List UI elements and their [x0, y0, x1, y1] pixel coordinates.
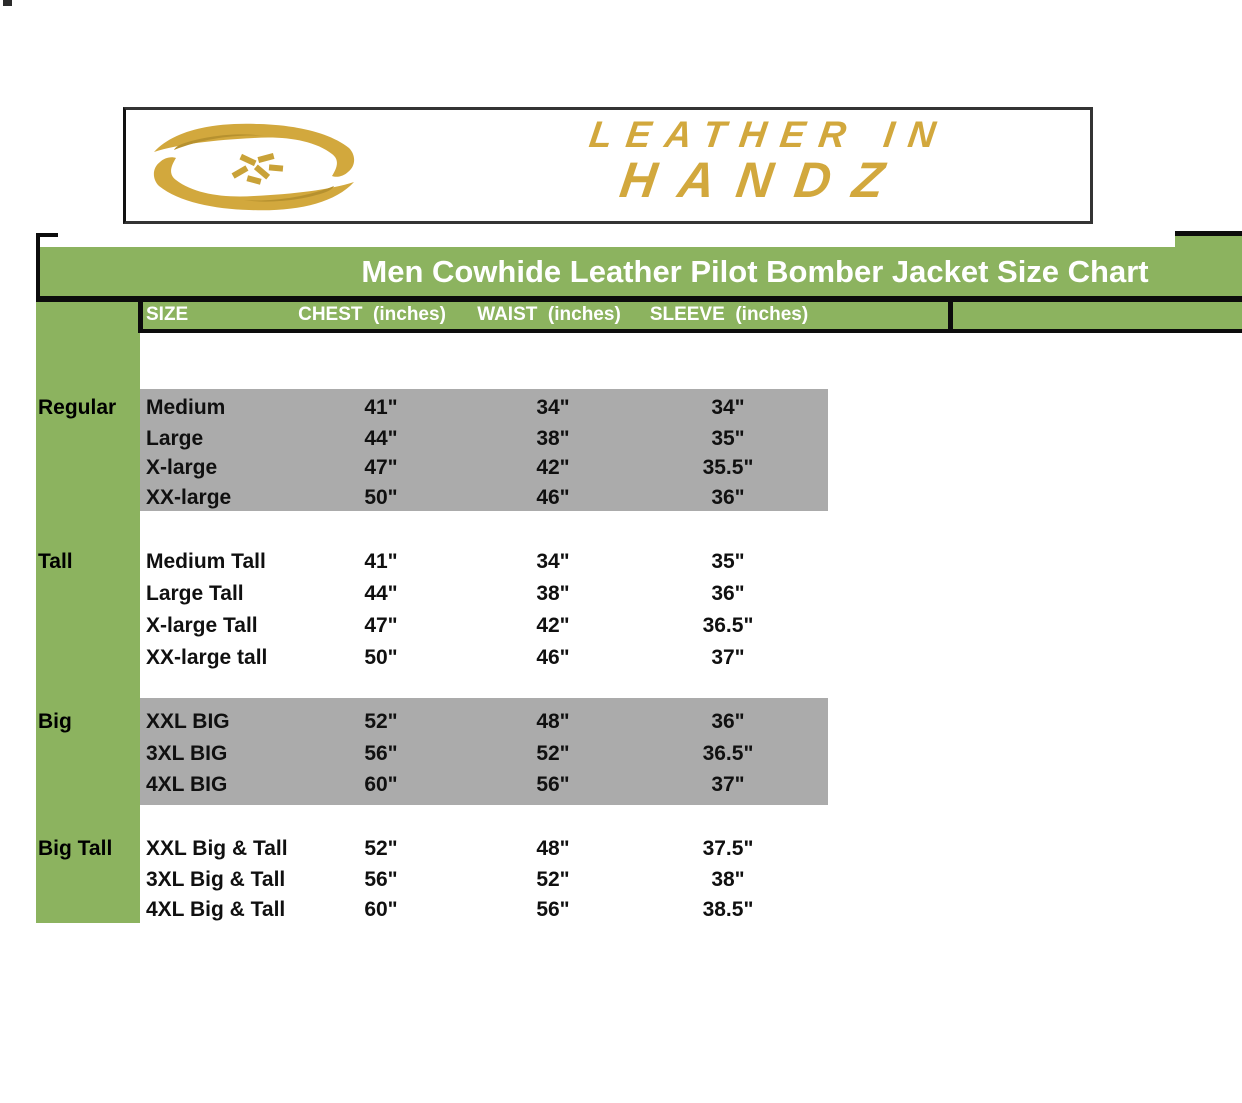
cell-sleeve: 38"	[711, 868, 745, 891]
chart-title: Men Cowhide Leather Pilot Bomber Jacket Size Chart	[361, 254, 1149, 289]
page-corner-mark	[3, 0, 12, 6]
table-row	[0, 578, 1242, 609]
cell-chest: 47"	[364, 614, 398, 637]
fit-group-label: Big	[38, 710, 72, 733]
brand-wordmark	[449, 112, 1082, 206]
cell-chest: 50"	[364, 646, 398, 669]
table-row	[0, 864, 1242, 895]
cell-chest: 60"	[364, 898, 398, 921]
cell-chest: 52"	[364, 710, 398, 733]
brand-logo-box	[123, 107, 1093, 224]
hands-logo-icon	[144, 114, 374, 218]
cell-waist: 56"	[536, 898, 570, 921]
cell-waist: 52"	[536, 742, 570, 765]
table-row	[0, 738, 1242, 769]
column-header-sleeve: SLEEVE (inches)	[649, 304, 809, 325]
cell-size: 4XL Big & Tall	[146, 898, 286, 921]
cell-size: Medium	[146, 396, 226, 419]
fit-group-label: Big Tall	[38, 837, 113, 860]
cell-size: X-large Tall	[146, 614, 258, 637]
cell-waist: 38"	[536, 582, 570, 605]
cell-size: XX-large	[146, 486, 232, 509]
cell-chest: 56"	[364, 742, 398, 765]
header-box-left-rule	[138, 296, 143, 333]
cell-sleeve: 35"	[711, 550, 745, 573]
cell-waist: 48"	[536, 837, 570, 860]
table-row	[0, 482, 1242, 513]
cell-sleeve: 35.5"	[702, 456, 754, 479]
table-row	[0, 423, 1242, 454]
table-row	[0, 392, 1242, 423]
cell-sleeve: 34"	[711, 396, 745, 419]
border-top-stub	[36, 233, 58, 237]
cell-waist: 34"	[536, 396, 570, 419]
brand-name-line2: HANDZ	[616, 152, 910, 208]
cell-sleeve: 36.5"	[702, 742, 754, 765]
cell-waist: 46"	[536, 486, 570, 509]
cell-chest: 44"	[364, 427, 398, 450]
cell-chest: 56"	[364, 868, 398, 891]
cell-size: 3XL Big & Tall	[146, 868, 286, 891]
cell-size: Medium Tall	[146, 550, 266, 573]
table-row	[0, 706, 1242, 737]
header-box-right-rule	[948, 296, 953, 333]
table-row	[0, 769, 1242, 800]
table-row	[0, 610, 1242, 641]
border-notch-top-rule	[1175, 231, 1242, 236]
cell-waist: 42"	[536, 456, 570, 479]
title-bottom-rule	[36, 296, 1242, 302]
header-bottom-rule	[140, 329, 1242, 333]
cell-sleeve: 35"	[711, 427, 745, 450]
table-row	[0, 894, 1242, 925]
cell-chest: 52"	[364, 837, 398, 860]
cell-sleeve: 36"	[711, 582, 745, 605]
cell-sleeve: 36"	[711, 710, 745, 733]
fit-group-label: Regular	[38, 396, 117, 419]
cell-chest: 44"	[364, 582, 398, 605]
border-left-rule	[36, 233, 40, 300]
table-row	[0, 833, 1242, 864]
cell-waist: 48"	[536, 710, 570, 733]
cell-waist: 42"	[536, 614, 570, 637]
cell-size: 4XL BIG	[146, 773, 228, 796]
cell-size: XXL Big & Tall	[146, 837, 288, 860]
cell-sleeve: 37"	[711, 646, 745, 669]
cell-waist: 56"	[536, 773, 570, 796]
cell-sleeve: 38.5"	[702, 898, 754, 921]
cell-size: Large Tall	[146, 582, 244, 605]
brand-name-line1: LEATHER IN	[586, 114, 952, 155]
cell-size: Large	[146, 427, 204, 450]
cell-size: X-large	[146, 456, 218, 479]
fit-group-label: Tall	[38, 550, 73, 573]
column-header-waist: WAIST (inches)	[477, 304, 621, 325]
cell-size: XX-large tall	[146, 646, 268, 669]
cell-sleeve: 37.5"	[702, 837, 754, 860]
title-band-right-notch	[1175, 236, 1242, 266]
column-header-size: SIZE	[146, 304, 189, 325]
cell-waist: 46"	[536, 646, 570, 669]
cell-sleeve: 36.5"	[702, 614, 754, 637]
cell-sleeve: 36"	[711, 486, 745, 509]
table-row	[0, 546, 1242, 577]
table-row	[0, 642, 1242, 673]
cell-chest: 50"	[364, 486, 398, 509]
table-row	[0, 452, 1242, 483]
column-header-chest: CHEST (inches)	[298, 304, 446, 325]
cell-chest: 60"	[364, 773, 398, 796]
cell-waist: 38"	[536, 427, 570, 450]
cell-chest: 41"	[364, 550, 398, 573]
cell-sleeve: 37"	[711, 773, 745, 796]
cell-size: 3XL BIG	[146, 742, 228, 765]
cell-chest: 41"	[364, 396, 398, 419]
cell-size: XXL BIG	[146, 710, 230, 733]
cell-waist: 52"	[536, 868, 570, 891]
cell-chest: 47"	[364, 456, 398, 479]
cell-waist: 34"	[536, 550, 570, 573]
